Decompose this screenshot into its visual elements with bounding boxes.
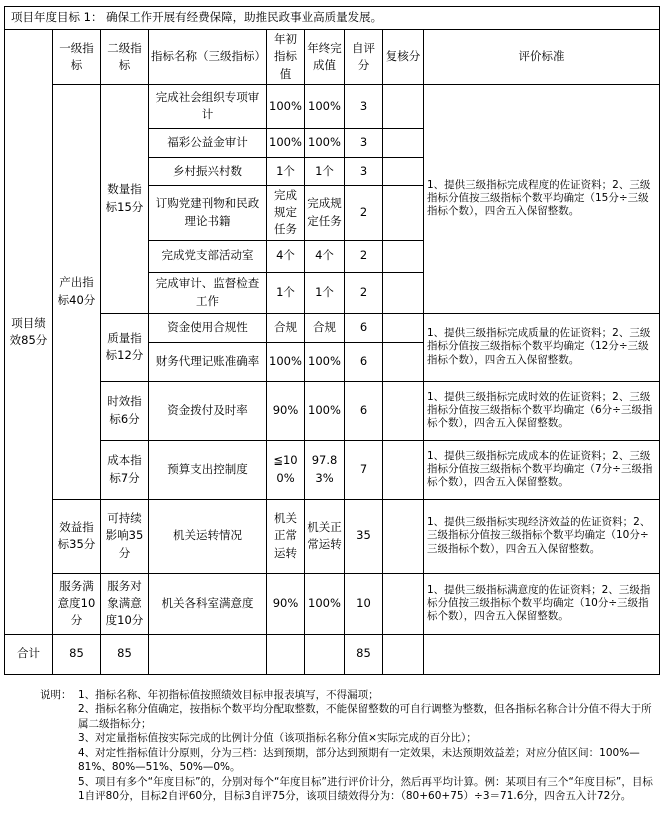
total-level1: 85 [53, 634, 101, 674]
self-score: 3 [345, 157, 383, 185]
final-value: 97.83% [305, 440, 345, 499]
review-score [383, 342, 424, 381]
final-value: 100% [305, 573, 345, 634]
initial-value: 完成规定任务 [267, 185, 305, 240]
notes-list [40, 688, 655, 804]
final-value: 机关正常运转 [305, 499, 345, 573]
criteria-service: 1、提供三级指标满意度的佐证资料；2、三级指标分值按三级指标个数平均确定（10分÷三级指标个数），四舍五入保留整数。 [424, 573, 660, 634]
indicator-name: 财务代理记账准确率 [149, 342, 267, 381]
criteria-cost: 1、提供三级指标完成成本的佐证资料；2、三级指标分值按三级指标个数平均确定（7分÷三级指标个数），四舍五入保留整数。 [424, 440, 660, 499]
note-item: 1、指标名称、年初指标值按照绩效目标申报表填写，不得漏项； [78, 689, 379, 701]
self-score: 2 [345, 185, 383, 240]
timeliness-group: 时效指标6分 [101, 381, 149, 440]
review-score [383, 440, 424, 499]
note-item: 5、项目有多个“年度目标”的，分别对每个“年度目标”进行评价计分，然后再平均计算。例：某项目有三个“年度目标”，目标1自评80分，目标2自评60分，目标3自评75分，该项目绩效得分为：（80+60+75）÷3＝71.6分，四舍五入计72分。 [78, 775, 653, 803]
indicator-name: 机关各科室满意度 [149, 573, 267, 634]
final-value: 100% [305, 128, 345, 157]
total-empty [305, 634, 345, 674]
note-item: 2、指标名称分值确定，按指标个数平均分配取整数，不能保留整数的可自行调整为整数，但各指标名称合计分值不得大于所属二级指标分； [78, 703, 652, 730]
initial-value: 1个 [267, 272, 305, 313]
indicator-name: 乡村振兴村数 [149, 157, 267, 185]
benefit-group: 效益指标35分 [53, 499, 101, 573]
header-review: 复核分 [383, 30, 424, 85]
header-level2: 二级指标 [101, 30, 149, 85]
final-value: 1个 [305, 157, 345, 185]
total-empty [149, 634, 267, 674]
total-self-score: 85 [345, 634, 383, 674]
initial-value: 机关正常运转 [267, 499, 305, 573]
header-level1: 一级指标 [53, 30, 101, 85]
cost-group: 成本指标7分 [101, 440, 149, 499]
review-score [383, 128, 424, 157]
table-row [5, 313, 660, 342]
sustainable-impact-group: 可持续影响35分 [101, 499, 149, 573]
service-object-group: 服务对象满意度10分 [101, 573, 149, 634]
indicator-name: 完成审计、监督检查工作 [149, 272, 267, 313]
criteria-benefit: 1、提供三级指标实现经济效益的佐证资料；2、三级指标分值按三级指标个数平均确定（10分÷三级指标个数），四舍五入保留整数。 [424, 499, 660, 573]
header-final: 年终完成值 [305, 30, 345, 85]
quality-group: 质量指标12分 [101, 313, 149, 381]
indicator-name: 完成党支部活动室 [149, 240, 267, 272]
final-value: 100% [305, 381, 345, 440]
initial-value: 4个 [267, 240, 305, 272]
review-score [383, 157, 424, 185]
total-level2: 85 [101, 634, 149, 674]
self-score: 35 [345, 499, 383, 573]
review-score [383, 573, 424, 634]
service-satisfaction-group: 服务满意度10分 [53, 573, 101, 634]
initial-value: 100% [267, 342, 305, 381]
table-row [5, 84, 660, 128]
self-score: 10 [345, 573, 383, 634]
review-score [383, 185, 424, 240]
final-value: 100% [305, 84, 345, 128]
final-value: 1个 [305, 272, 345, 313]
note-item: 4、对定性指标值计分原则，分为三档：达到预期，部分达到预期有一定效果，未达预期效益差；对应分值区间：100%—81%、80%—51%、50%—0%。 [78, 746, 640, 774]
initial-value: 100% [267, 128, 305, 157]
self-score: 6 [345, 381, 383, 440]
final-value: 100% [305, 342, 345, 381]
annual-goal: 项目年度目标 1： 确保工作开展有经费保障，助推民政事业高质量发展。 [5, 7, 660, 30]
initial-value: 90% [267, 381, 305, 440]
header-indicator: 指标名称（三级指标） [149, 30, 267, 85]
self-score: 2 [345, 272, 383, 313]
indicator-name: 完成社会组织专项审计 [149, 84, 267, 128]
notes [40, 688, 655, 804]
indicator-name: 资金使用合规性 [149, 313, 267, 342]
quantity-group: 数量指标15分 [101, 84, 149, 313]
self-score: 6 [345, 313, 383, 342]
indicator-name: 预算支出控制度 [149, 440, 267, 499]
initial-value: 1个 [267, 157, 305, 185]
indicator-name: 福彩公益金审计 [149, 128, 267, 157]
total-empty [267, 634, 305, 674]
project-performance-label: 项目绩效85分 [5, 30, 53, 635]
self-score: 7 [345, 440, 383, 499]
indicator-name: 机关运转情况 [149, 499, 267, 573]
total-label: 合计 [5, 634, 53, 674]
criteria-timeliness: 1、提供三级指标完成时效的佐证资料；2、三级指标分值按三级指标个数平均确定（6分÷三级指标个数），四舍五入保留整数。 [424, 381, 660, 440]
criteria-quality: 1、提供三级指标完成质量的佐证资料；2、三级指标分值按三级指标个数平均确定（12分÷三级指标个数），四舍五入保留整数。 [424, 313, 660, 381]
table-row [5, 499, 660, 573]
final-value: 合规 [305, 313, 345, 342]
review-score [383, 313, 424, 342]
indicator-name: 资金拨付及时率 [149, 381, 267, 440]
review-score [383, 272, 424, 313]
total-empty [383, 634, 424, 674]
notes-title: 说明： [40, 689, 72, 701]
header-initial: 年初指标值 [267, 30, 305, 85]
initial-value: 90% [267, 573, 305, 634]
review-score [383, 499, 424, 573]
performance-evaluation-table [4, 6, 660, 675]
header-criteria: 评价标准 [424, 30, 660, 85]
self-score: 3 [345, 84, 383, 128]
self-score: 2 [345, 240, 383, 272]
indicator-name: 订购党建刊物和民政理论书籍 [149, 185, 267, 240]
self-score: 6 [345, 342, 383, 381]
header-row [5, 30, 660, 85]
final-value: 完成规定任务 [305, 185, 345, 240]
review-score [383, 381, 424, 440]
total-empty [424, 634, 660, 674]
table-row [5, 440, 660, 499]
initial-value: ≦100% [267, 440, 305, 499]
goal-row [5, 7, 660, 30]
initial-value: 100% [267, 84, 305, 128]
total-row [5, 634, 660, 674]
note-item: 3、对定量指标值按实际完成的比例计分值（该项指标名称分值×实际完成的百分比）； [78, 732, 477, 745]
final-value: 4个 [305, 240, 345, 272]
table-row [5, 381, 660, 440]
review-score [383, 84, 424, 128]
output-group: 产出指标40分 [53, 84, 101, 499]
self-score: 3 [345, 128, 383, 157]
review-score [383, 240, 424, 272]
criteria-quantity: 1、提供三级指标完成程度的佐证资料；2、三级指标分值按三级指标个数平均确定（15分÷三级指标个数），四舍五入保留整数。 [424, 84, 660, 313]
header-self: 自评分 [345, 30, 383, 85]
initial-value: 合规 [267, 313, 305, 342]
table-row [5, 573, 660, 634]
